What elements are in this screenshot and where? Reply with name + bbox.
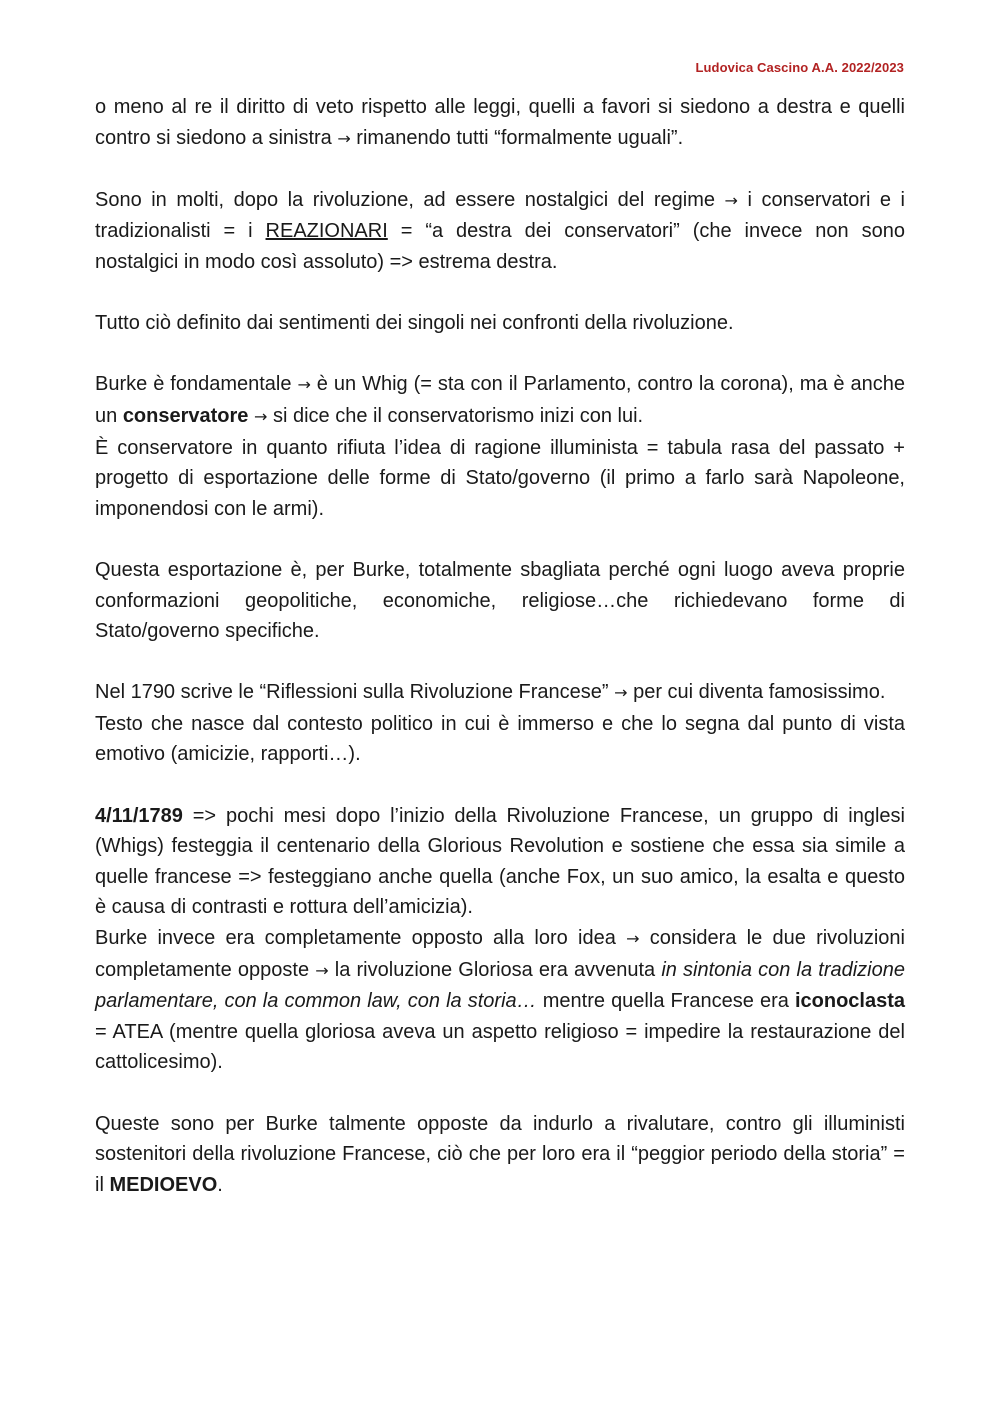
arrow-icon: → [614, 683, 628, 703]
bold-term: MEDIOEVO [109, 1173, 218, 1196]
text-span: o meno al re il diritto di veto rispetto alle leggi, quelli a favori si siedono a destra e quelli contro si siedono a sinistra [95, 96, 905, 149]
paragraph-burke-opposto [95, 923, 905, 1078]
paragraph-conservatore: È conservatore in quanto rifiuta l’idea di ragione illuminista = tabula rasa del passato + progetto di esportazione delle forme di Stato/governo (il primo a farlo sarà Napoleone, imponendosi con le armi). [95, 436, 905, 520]
text-span: => pochi mesi dopo l’inizio della Rivoluzione Francese, un gruppo di inglesi (Whigs) festeggia il centenario della Glorious Revolution e sostiene che essa sia simile a quelle francese => festeggiano anche quella (anche Fox, un suo amico, la esalta e questo è causa di contrasti e rottura dell’amicizia). [95, 804, 905, 919]
arrow-icon: → [724, 190, 738, 210]
text-span: = “a destra dei conservatori” (che invece non sono nostalgici in modo così assoluto) => estrema destra. [95, 220, 905, 273]
text-span: Burke invece era completamente opposto alla loro idea [95, 927, 627, 950]
text-span: considera le due rivoluzioni completamente opposte [95, 927, 905, 981]
paragraph-reazionari [95, 185, 905, 278]
text-span: la rivoluzione Gloriosa era avvenuta [328, 958, 662, 981]
arrow-icon: → [337, 128, 351, 148]
bold-term: conservatore [122, 404, 249, 427]
text-span: è un Whig (= sta con il Parlamento, contro la corona), ma è anche un [95, 373, 905, 427]
text-span: rimanendo tutti “formalmente uguali”. [350, 126, 684, 149]
paragraph-esportazione: Questa esportazione è, per Burke, totalmente sbagliata perché ogni luogo aveva proprie conformazioni geopolitiche, economiche, religiose…che richiedevano forme di Stato/governo specifiche. [95, 558, 905, 643]
paragraph-date-1789 [95, 801, 905, 923]
italic-phrase: in sintonia con la tradizione parlamentare, con la common law, con la storia… [95, 958, 905, 1013]
underlined-term: REAZIONARI [265, 220, 388, 243]
paragraph-testo: Testo che nasce dal contesto politico in cui è immerso e che lo segna dal punto di vista emotivo (amicizie, rapporti…). [95, 712, 905, 766]
text-span: = ATEA (mentre quella gloriosa aveva un aspetto religioso = impedire la restaurazione del cattolicesimo). [95, 1020, 905, 1074]
document-body [95, 92, 905, 1231]
bold-term: iconoclasta [794, 990, 906, 1013]
arrow-icon: → [297, 375, 311, 395]
text-span: i conservatori e i tradizionalisti = i [95, 188, 905, 243]
paragraph-veto [95, 92, 905, 154]
text-span: . [217, 1173, 223, 1196]
text-span: Queste sono per Burke talmente opposte da indurlo a rivalutare, contro gli illuministi sostenitori della rivoluzione Francese, ciò che per loro era il “peggior periodo della storia” = il [95, 1112, 905, 1196]
paragraph-medioevo [95, 1109, 905, 1201]
text-span: per cui diventa famosissimo. [627, 681, 886, 704]
bold-date: 4/11/1789 [95, 804, 183, 827]
text-span: Sono in molti, dopo la rivoluzione, ad essere nostalgici del regime [95, 188, 725, 211]
text-span: si dice che il conservatorismo inizi con lui. [267, 404, 644, 427]
page-header: Ludovica Cascino A.A. 2022/2023 [695, 60, 904, 75]
arrow-icon: → [315, 960, 329, 980]
text-span: Nel 1790 scrive le “Riflessioni sulla Rivoluzione Francese” [95, 681, 615, 704]
paragraph-sentimenti: Tutto ciò definito dai sentimenti dei singoli nei confronti della rivoluzione. [95, 312, 734, 335]
text-span: mentre quella Francese era [536, 990, 795, 1013]
paragraph-burke-whig [95, 369, 905, 432]
paragraph-riflessioni [95, 677, 905, 709]
arrow-icon: → [626, 929, 640, 949]
arrow-icon: → [254, 406, 268, 426]
text-span: Burke è fondamentale [95, 373, 298, 396]
